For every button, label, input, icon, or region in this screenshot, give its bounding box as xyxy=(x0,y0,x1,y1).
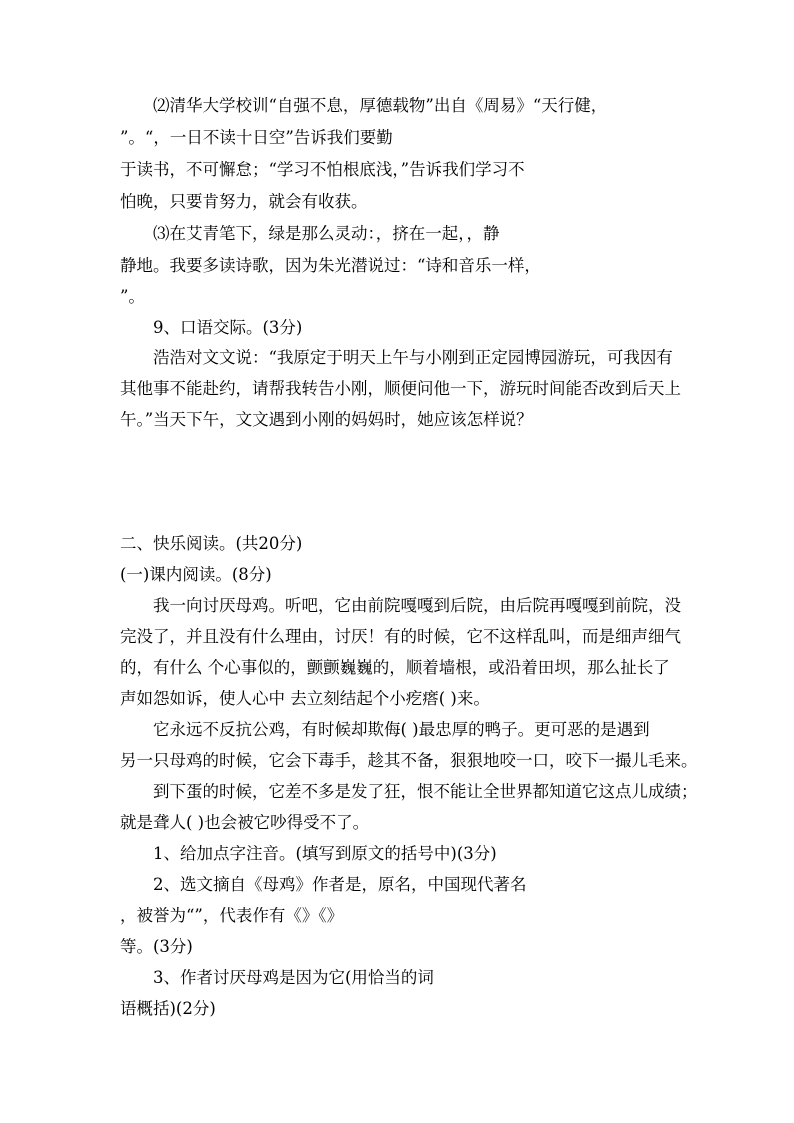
question-line: 3、作者讨厌母鸡是因为它(用恰当的词 xyxy=(153,968,434,987)
section-heading: 9、口语交际。(3分) xyxy=(153,318,303,337)
text-line: 到下蛋的时候，它差不多是发了狂，恨不能让全世界都知道它这点儿成绩； xyxy=(153,782,698,801)
section-heading: 二、快乐阅读。(共20分) xyxy=(120,534,303,553)
text-line: ⑵清华大学校训“自强不息，厚德载物”出自《周易》“天行健， xyxy=(153,96,608,115)
question-line: 1、给加点字注音。(填写到原文的括号中)(3分) xyxy=(153,844,497,863)
text-line: 静地。我要多读诗歌，因为朱光潜说过：“诗和音乐一样， xyxy=(120,256,541,275)
text-line: 午。”当天下午，文文遇到小刚的妈妈时，她应该怎样说？ xyxy=(120,410,533,429)
text-line: 完没了，并且没有什么理由，讨厌！有的时候，它不这样乱叫，而是细声细气 xyxy=(120,627,681,646)
question-line: ，被誉为“”，代表作有《》《》 xyxy=(120,906,344,925)
text-line: 其他事不能赴约，请帮我转告小刚，顺便问他一下，游玩时间能否改到后天上 xyxy=(120,379,681,398)
text-line: ”。 xyxy=(120,287,145,306)
text-line: 就是聋人( )也会被它吵得受不了。 xyxy=(120,813,370,832)
text-line: 另一只母鸡的时候，它会下毒手，趁其不备，狠狠地咬一口，咬下一撮儿毛来。 xyxy=(120,751,698,770)
text-line: 的，有什么 个心事似的，颤颤巍巍的，顺着墙根，或沿着田坝，那么扯长了 xyxy=(120,658,670,677)
text-line: 浩浩对文文说：“我原定于明天上午与小刚到正定园博园游玩，可我因有 xyxy=(153,348,673,367)
question-line: 等。(3分) xyxy=(120,937,193,956)
text-line: 声如怨如诉，使人心中 去立刻结起个小疙瘩( )来。 xyxy=(120,689,490,708)
text-line: ”。“，一日不读十日空”告诉我们要勤 xyxy=(120,128,393,147)
text-line: 怕晚，只要肯努力，就会有收获。 xyxy=(120,192,368,211)
text-line: 于读书，不可懈怠；“学习不怕根底浅，”告诉我们学习不 xyxy=(120,160,525,179)
question-line: 语概括)(2分) xyxy=(120,999,216,1018)
question-line: 2、选文摘自《母鸡》作者是，原名，中国现代著名 xyxy=(153,875,527,894)
text-line: 我一向讨厌母鸡。听吧，它由前院嘎嘎到后院，由后院再嘎嘎到前院，没 xyxy=(153,596,681,615)
text-line: 它永远不反抗公鸡，有时候却欺侮( )最忠厚的鸭子。更可恶的是遇到 xyxy=(153,720,650,739)
section-heading: (一)课内阅读。(8分) xyxy=(120,565,272,584)
text-line: ⑶在艾青笔下，绿是那么灵动：，挤在一起，，静 xyxy=(153,224,500,243)
